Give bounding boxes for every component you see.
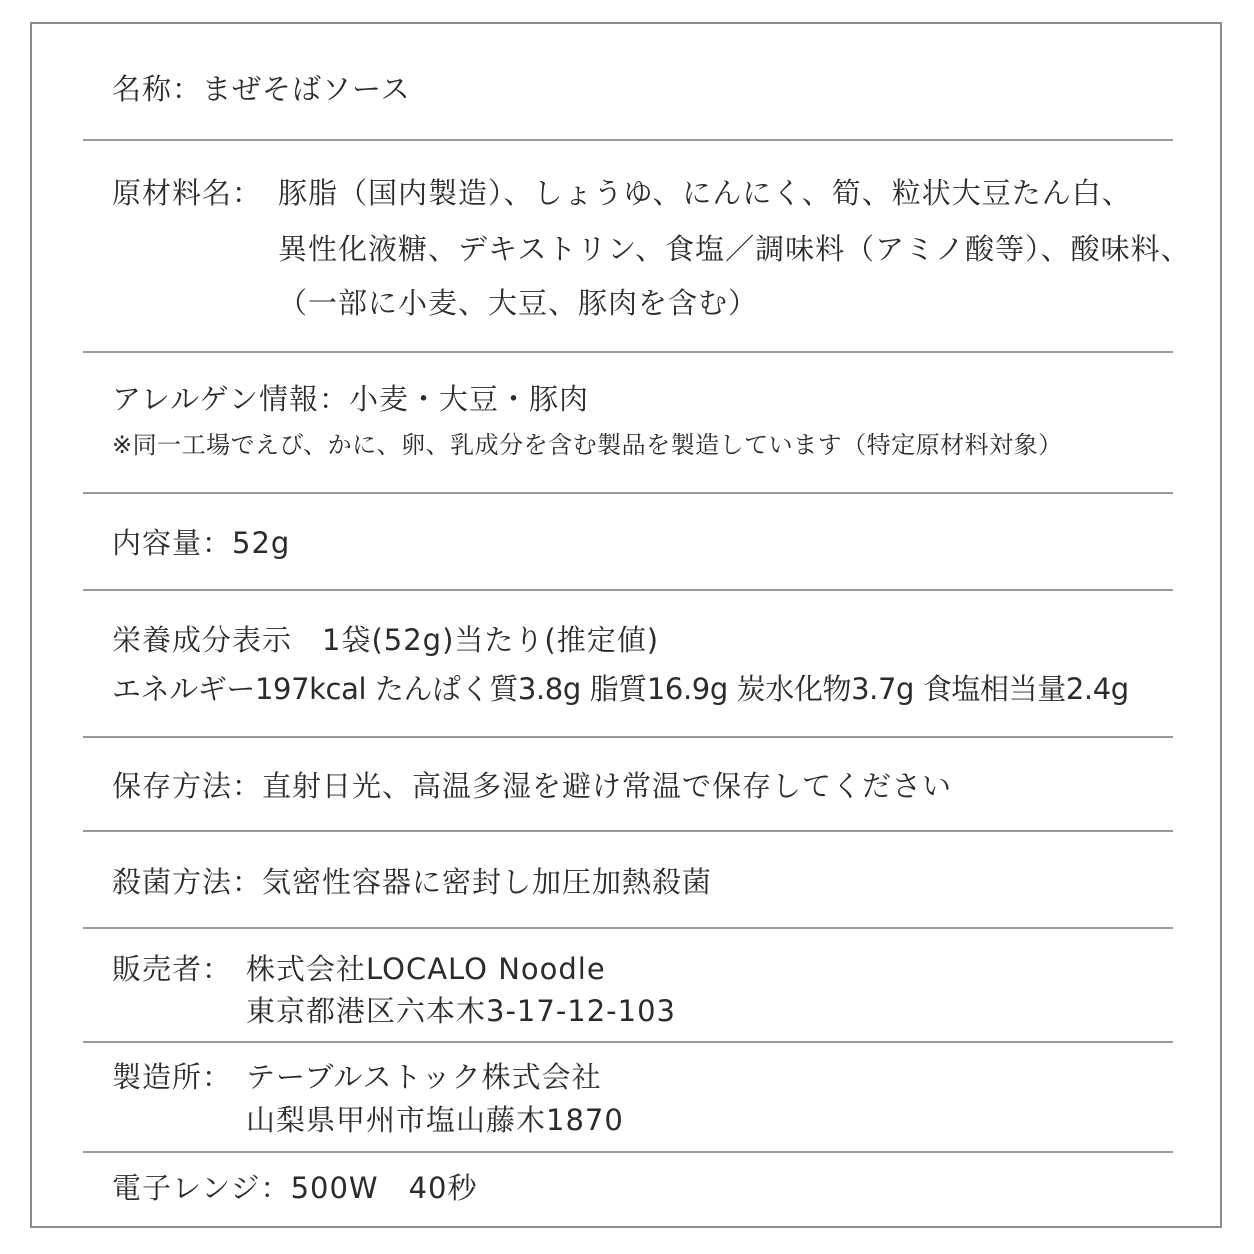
content-value: 52g: [232, 526, 291, 560]
divider: [83, 351, 1173, 353]
divider: [83, 736, 1173, 738]
ingredients-label: 原材料名：: [112, 176, 263, 210]
manufacturer-name: テーブルストック株式会社: [246, 1060, 602, 1094]
name-row: [112, 72, 411, 106]
allergen-note: ※同一工場でえび、かに、卵、乳成分を含む製品を製造しています（特定原材料対象）: [112, 431, 1063, 459]
divider: [83, 927, 1173, 929]
name-value: まぜそばソース: [202, 72, 411, 106]
sterilization-row: [112, 865, 713, 899]
divider: [83, 589, 1173, 591]
seller-label: 販売者：: [112, 952, 233, 986]
storage-label: 保存方法：: [112, 769, 263, 803]
allergen-row: [112, 382, 589, 416]
divider: [83, 139, 1173, 141]
content-label: 内容量：: [112, 526, 233, 560]
divider: [83, 492, 1173, 494]
manufacturer-address: 山梨県甲州市塩山藤木1870: [246, 1103, 624, 1137]
sterilization-label: 殺菌方法：: [112, 865, 263, 899]
allergen-label: アレルゲン情報：: [112, 382, 349, 416]
name-label: 名称：: [112, 72, 203, 106]
ingredients-line-3: （一部に小麦、大豆、豚肉を含む）: [278, 286, 759, 320]
ingredients-line-2: 異性化液糖、デキストリン、食塩／調味料（アミノ酸等）、酸味料、: [278, 232, 1191, 266]
storage-value: 直射日光、高温多湿を避け常温で保存してください: [262, 769, 953, 803]
microwave-value: 500W 40秒: [290, 1171, 478, 1205]
ingredients-line-1: 豚脂（国内製造）、しょうゆ、にんにく、筍、粒状大豆たん白、: [278, 176, 1132, 210]
divider: [83, 1151, 1173, 1153]
divider: [83, 830, 1173, 832]
manufacturer-label: 製造所：: [112, 1060, 233, 1094]
microwave-label: 電子レンジ：: [112, 1171, 291, 1205]
seller-address: 東京都港区六本木3-17-12-103: [246, 994, 676, 1028]
storage-row: [112, 769, 953, 803]
microwave-row: [112, 1171, 478, 1205]
seller-name: 株式会社LOCALO Noodle: [246, 952, 606, 986]
nutrition-values: エネルギー197kcal たんぱく質3.8g 脂質16.9g 炭水化物3.7g 食塩相当量2.4g: [112, 672, 1129, 706]
allergen-value: 小麦・大豆・豚肉: [348, 382, 589, 416]
sterilization-value: 気密性容器に密封し加圧加熱殺菌: [262, 865, 713, 899]
divider: [83, 1041, 1173, 1043]
nutrition-header: 栄養成分表示 1袋(52g)当たり(推定値): [112, 623, 660, 657]
content-row: [112, 526, 291, 560]
